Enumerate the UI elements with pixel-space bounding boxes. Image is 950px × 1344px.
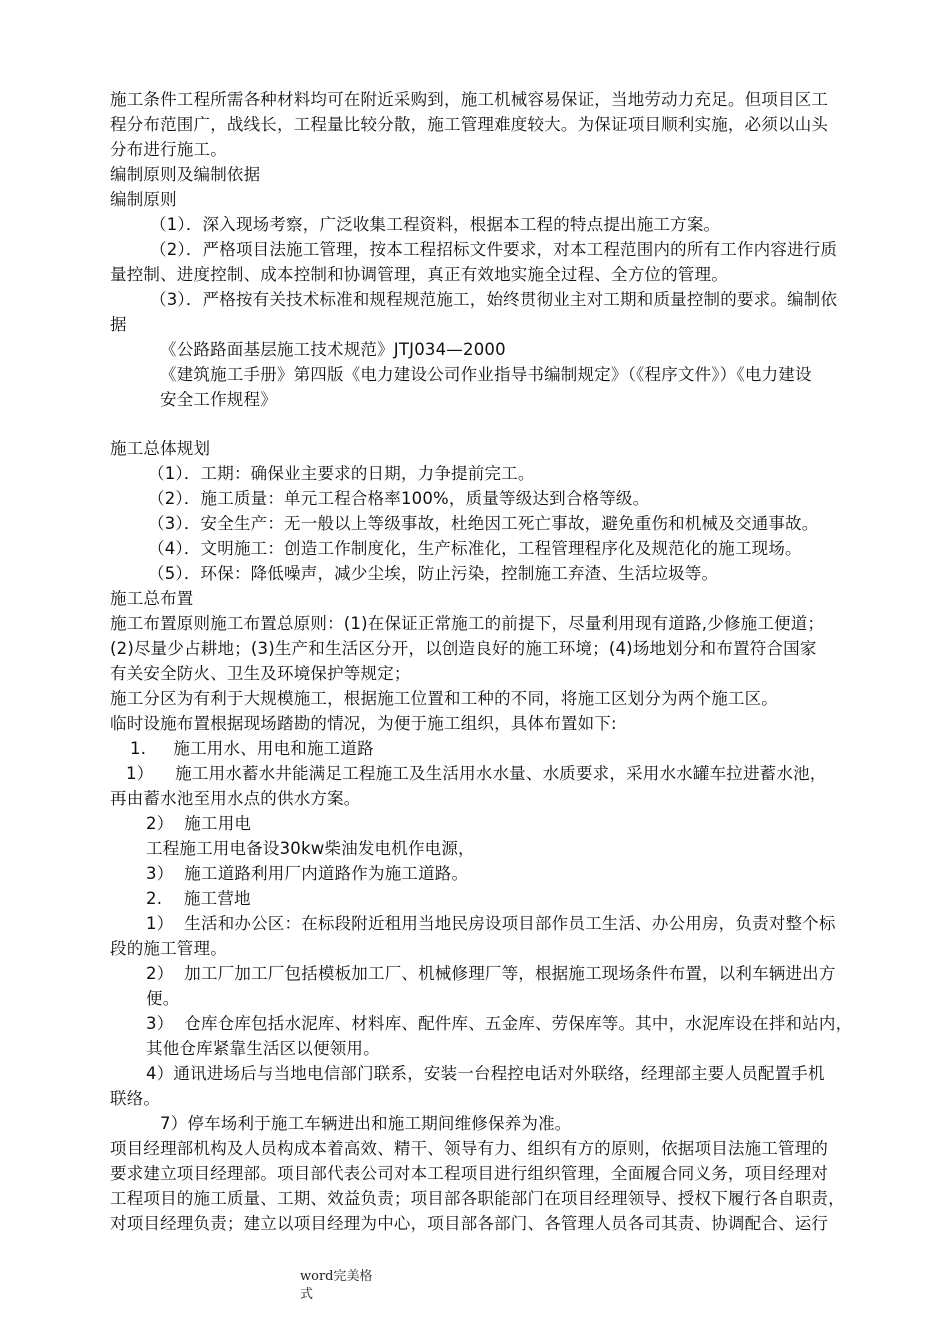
list-item: （2）．施工质量：单元工程合格率100%，质量等级达到合格等级。: [148, 489, 650, 508]
footer-text: word完美格: [300, 1269, 373, 1284]
list-item: （1）．工期：确保业主要求的日期，力争提前完工。: [148, 464, 535, 483]
body-line: 其他仓库紧靠生活区以便领用。: [146, 1039, 380, 1058]
list-item: （5）．环保：降低噪声，减少尘埃，防止污染，控制施工弃渣、生活垃圾等。: [148, 564, 719, 583]
list-item: 7）停车场利于施工车辆进出和施工期间维修保养为准。: [160, 1114, 572, 1133]
body-line: 程分布范围广，战线长，工程量比较分散，施工管理难度较大。为保证项目顺利实施，必须以山头: [110, 115, 829, 134]
list-item: （3）．严格按有关技术标准和规程规范施工，始终贯彻业主对工期和质量控制的要求。编制依: [150, 290, 838, 309]
body-line: 施工分区为有利于大规模施工，根据施工位置和工种的不同，将施工区划分为两个施工区。: [110, 689, 778, 708]
body-line: 要求建立项目经理部。项目部代表公司对本工程项目进行组织管理，全面履合同义务，项目经理对: [110, 1164, 829, 1183]
body-line: 对项目经理负责；建立以项目经理为中心，项目部各部门、各管理人员各司其责、协调配合、运行: [110, 1214, 829, 1233]
footer-text: 式: [300, 1287, 314, 1302]
body-line: 项目经理部机构及人员构成本着高效、精干、领导有力、组织有方的原则，依据项目法施工管理的: [110, 1139, 829, 1158]
section-heading: 施工总布置: [110, 589, 194, 608]
body-line: 工程项目的施工质量、工期、效益负责；项目部各职能部门在项目经理领导、授权下履行各自职责，: [110, 1189, 845, 1208]
reference-line: 安全工作规程》: [160, 390, 277, 409]
list-item: （4）．文明施工：创造工作制度化，生产标准化，工程管理程序化及规范化的施工现场。: [148, 539, 802, 558]
body-line: 施工布置原则施工布置总原则：(1)在保证正常施工的前提下，尽量利用现有道路,少修施工便道；: [110, 614, 825, 633]
body-line: 量控制、进度控制、成本控制和协调管理，真正有效地实施全过程、全方位的管理。: [110, 265, 728, 284]
body-line: 段的施工管理。: [110, 939, 227, 958]
section-heading: 编制原则: [110, 190, 177, 209]
list-item: 1） 生活和办公区：在标段附近租用当地民房设项目部作员工生活、办公用房，负责对整个标: [146, 914, 836, 933]
list-item: 1） 施工用水蓄水井能满足工程施工及生活用水水量、水质要求，采用水水罐车拉进蓄水池，: [126, 764, 827, 783]
list-item: 2） 加工厂加工厂包括模板加工厂、机械修理厂等，根据施工现场条件布置，以利车辆进出方: [146, 964, 836, 983]
body-line: 有关安全防火、卫生及环境保护等规定；: [110, 664, 411, 683]
list-item: （3）．安全生产：无一般以上等级事故，杜绝因工死亡事故，避免重伤和机械及交通事故。: [148, 514, 819, 533]
body-line: 便。: [146, 989, 180, 1008]
section-heading: 施工总体规划: [110, 439, 211, 458]
list-item: 3） 施工道路利用厂内道路作为施工道路。: [146, 864, 469, 883]
body-line: (2)尽量少占耕地；(3)生产和生活区分开，以创造良好的施工环境；(4)场地划分和布置符合国家: [110, 639, 817, 658]
list-item: 1. 施工用水、用电和施工道路: [130, 739, 374, 758]
list-item: 2） 施工用电: [146, 814, 252, 833]
reference-line: 《建筑施工手册》第四版《电力建设公司作业指导书编制规定》（《程序文件》）《电力建设: [160, 365, 812, 384]
list-item: 3） 仓库仓库包括水泥库、材料库、配件库、五金库、劳保库等。其中，水泥库设在拌和站内，: [146, 1014, 853, 1033]
body-line: 据: [110, 315, 127, 334]
body-line: 工程施工用电备设30kw柴油发电机作电源，: [146, 839, 475, 858]
body-line: 再由蓄水池至用水点的供水方案。: [110, 789, 361, 808]
body-line: 施工条件工程所需各种材料均可在附近采购到，施工机械容易保证，当地劳动力充足。但项目区工: [110, 90, 829, 109]
list-item: 4）通讯进场后与当地电信部门联系，安装一台程控电话对外联络，经理部主要人员配置手机: [146, 1064, 825, 1083]
list-item: （2）．严格项目法施工管理，按本工程招标文件要求，对本工程范围内的所有工作内容进行质: [150, 240, 838, 259]
body-line: 联络。: [110, 1089, 161, 1108]
reference-line: 《公路路面基层施工技术规范》JTJ034—2000: [160, 340, 506, 359]
list-item: （1）．深入现场考察，广泛收集工程资料，根据本工程的特点提出施工方案。: [150, 215, 721, 234]
body-line: 临时设施布置根据现场踏勘的情况，为便于施工组织，具体布置如下:: [110, 714, 617, 733]
section-heading: 编制原则及编制依据: [110, 165, 261, 184]
body-line: 分布进行施工。: [110, 140, 227, 159]
list-item: 2. 施工营地: [146, 889, 251, 908]
